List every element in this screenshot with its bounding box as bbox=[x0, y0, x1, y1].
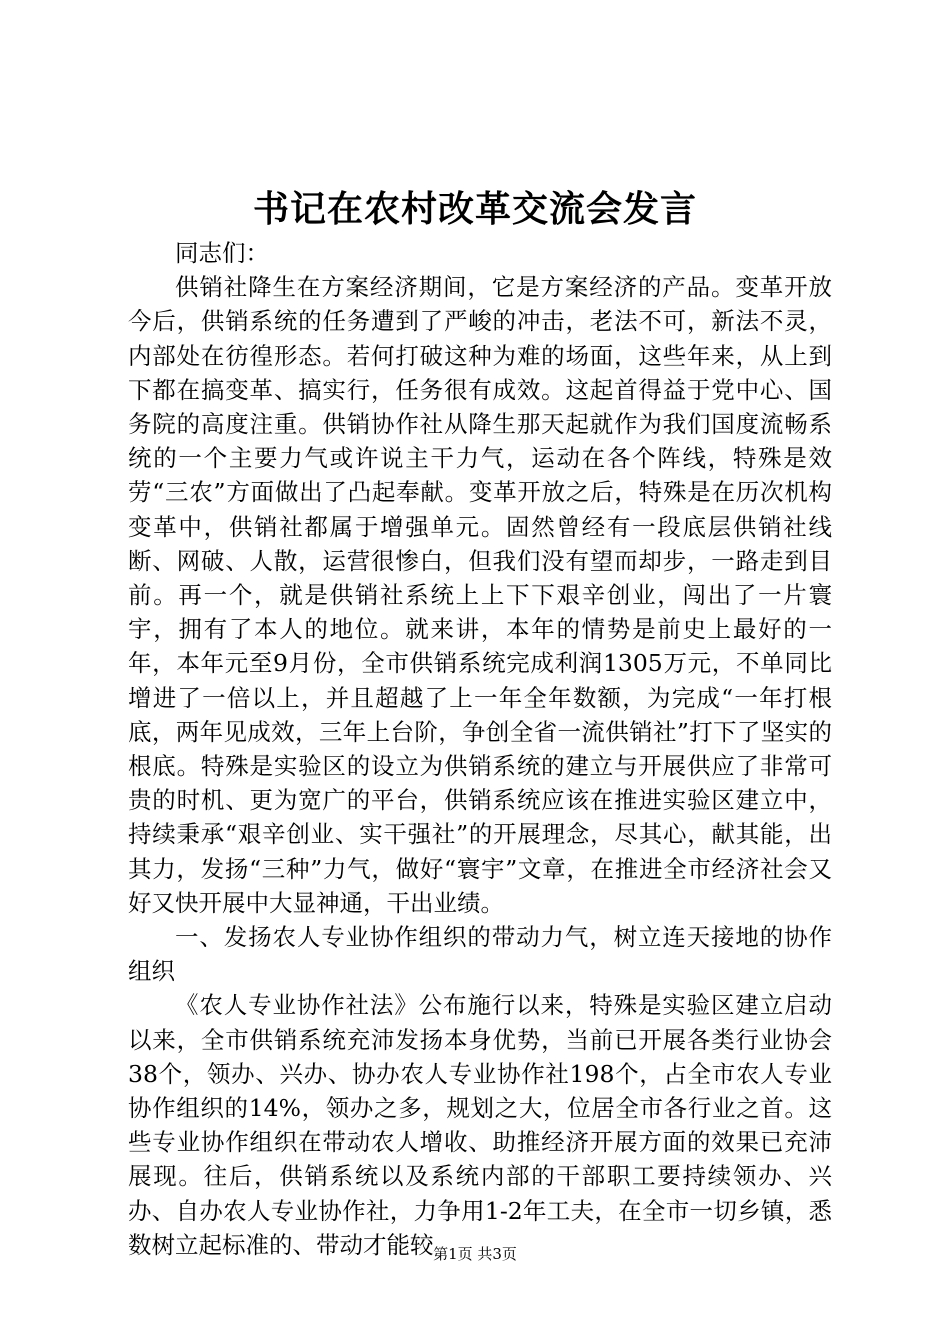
document-title: 书记在农村改革交流会发言 bbox=[252, 188, 697, 230]
document-body bbox=[128, 236, 832, 1262]
page-footer bbox=[0, 1244, 950, 1264]
salutation: 同志们： bbox=[175, 239, 269, 267]
paragraph: 供销社降生在方案经济期间，它是方案经济的产品。变革开放今后，供销系统的任务遭到了严峻的冲击，老法不可，新法不灵，内部处在彷徨形态。若何打破这种为难的场面，这些年来，从上到下都在搞变革、搞实行，任务很有成效。这起首得益于党中心、国务院的高度注重。供销协作社从降生那天起就作为我们国度流畅系统的一个主要力气或许说主干力气，运动在各个阵线，特殊是效劳“三农”方面做出了凸起奉献。变革开放之后，特殊是在历次机构变革中，供销社都属于增强单元。固然曾经有一段底层供销社线断、网破、人散，运营很惨白，但我们没有望而却步，一路走到目前。再一个，就是供销社系统上上下下艰辛创业，闯出了一片寰宇，拥有了本人的地位。就来讲，本年的情势是前史上最好的一年，本年元至9月份，全市供销系统完成利润1305万元，不单同比增进了一倍以上，并且超越了上一年全年数额，为完成“一年打根底，两年见成效，三年上台阶，争创全省一流供销社”打下了坚实的根底。特殊是实验区的设立为供销系统的建立与开展供应了非常可贵的时机、更为宽广的平台，供销系统应该在推进实验区建立中，持续秉承“艰辛创业、实干强社”的开展理念，尽其心，献其能，出其力，发扬“三种”力气，做好“寰宇”文章，在推进全市经济社会又好又快开展中大显神通，干出业绩。 bbox=[128, 273, 832, 917]
paragraph: 《农人专业协作社法》公布施行以来，特殊是实验区建立启动以来，全市供销系统充沛发扬本身优势，当前已开展各类行业协会38个，领办、兴办、协办农人专业协作社198个，占全市农人专业协作组织的14%，领办之多，规划之大，位居全市各行业之首。这些专业协作组织在带动农人增收、助推经济开展方面的效果已充沛展现。往后，供销系统以及系统内部的干部职工要持续领办、兴办、自办农人专业协作社，力争用1-2年工夫，在全市一切乡镇，悉数树立起标准的、带动才能较 bbox=[128, 991, 832, 1259]
section-heading: 一、发扬农人专业协作组织的带动力气，树立连天接地的协作组织 bbox=[128, 923, 832, 986]
page-number: 第1页 共3页 bbox=[433, 1245, 517, 1263]
